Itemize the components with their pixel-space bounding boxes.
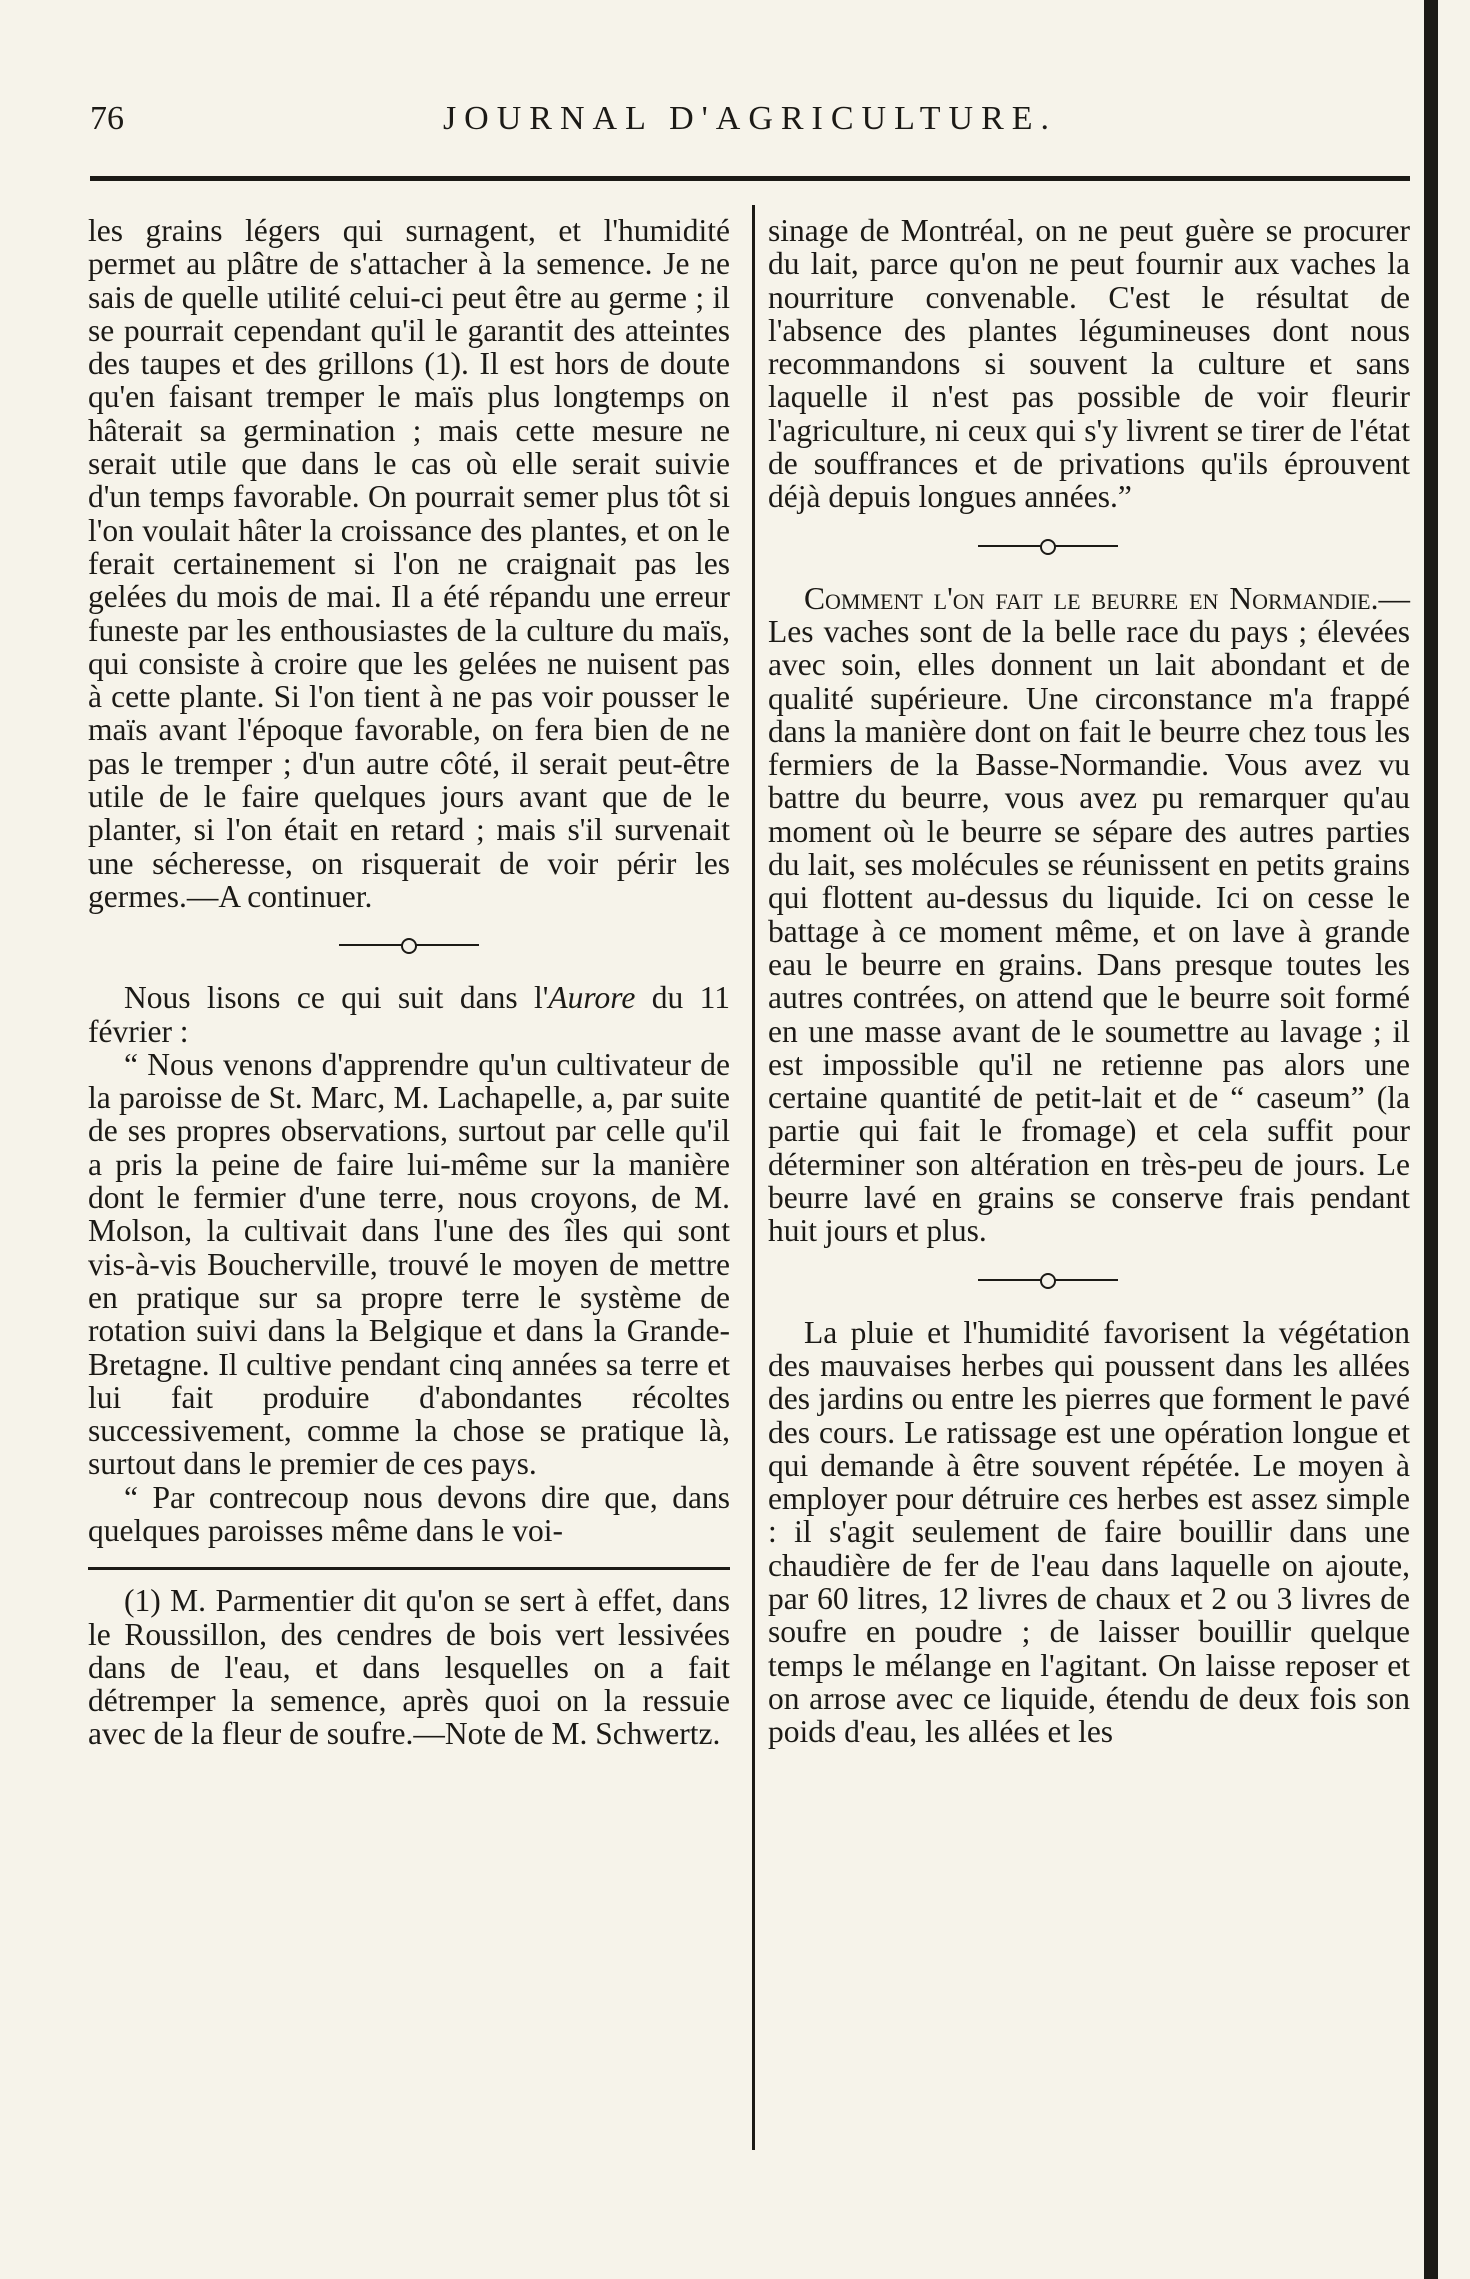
right-column [768,214,1410,1748]
section-separator [88,913,730,981]
footnote [88,1584,730,1750]
aurore-quote-end: sinage de Montréal, on ne peut guère se procurer du lait, parce qu'on ne peut fournir aux vaches la nourriture convenable. C'est le résultat de l'absence des plantes légumineuses dont nous recommandons si souvent la culture et sans laquelle il n'est pas possible de voir fleurir l'agriculture, ni ceux qui s'y livrent se tirer de l'état de souffrances et de privations qu'ils éprouvent déjà depuis longues années.” [768,213,1410,515]
weeds-article: La pluie et l'humidité favorisent la végétation des mauvaises herbes qui poussent dans les allées des jardins ou entre les pierres que forment le pavé des cours. Le ratissage est une opération longue et qui demande à être souvent répétée. Le moyen à employer pour détruire ces herbes est assez simple : il s'agit seulement de faire bouillir dans une chaudière de fer de l'eau dans laquelle on ajoute, par 60 litres, 12 livres de chaux et 2 ou 3 livres de soufre en poudre ; de laisser bouillir quelque temps le mélange en l'agitant. On laisse reposer et on arrose avec ce liquide, étendu de deux fois son poids d'eau, les allées et les [768,1314,1410,1750]
aurore-quote-paragraph: “ Nous venons d'apprendre qu'un cultivateur de la paroisse de St. Marc, M. Lachapelle, a, par suite de ses propres observations, surtout par celle qu'il a pris la peine de faire lui-même sur la manière dont le fermier d'une terre, nous croyons, de M. Molson, la cultivait dans l'une des îles qui sont vis-à-vis Boucherville, trouvé le moyen de mettre en pratique sur sa propre terre le système de rotation suivi dans la Belgique et dans la Grande-Bretagne. Il cultive pendant cinq années sa terre et lui fait produire d'abondantes récoltes successivement, comme la chose se pratique là, surtout dans le premier de ces pays. [88,1046,730,1482]
section-separator [768,514,1410,582]
running-title: JOURNAL D'AGRICULTURE. [442,100,1058,137]
page-number: 76 [90,100,124,137]
maize-article-continuation: les grains légers qui surnagent, et l'humidité permet au plâtre de s'attacher à la semence. Je ne sais de quelle utilité celui-ci peut être au germe ; il se pourrait cependant qu'il le garantit des atteintes des taupes et des grillons (1). Il est hors de doute qu'en faisant tremper le maïs plus longtemps on hâterait sa germination ; mais cette mesure ne serait utile que dans le cas où elle serait suivie d'un temps favorable. On pourrait semer plus tôt si l'on voulait hâter la croissance des plantes, et on le ferait certainement si l'on ne craignait pas les gelées du mois de mai. Il a été répandu une erreur funeste par les enthousiastes de la culture du maïs, qui consiste à croire que les gelées ne nuisent pas à cette plante. Si l'on tient à ne pas voir pousser le maïs avant l'époque favorable, on fera bien de ne pas le tremper ; d'un autre côté, il serait peut-être utile de le faire quelques jours avant que de le planter, si l'on était en retard ; mais s'il survenait une sécheresse, on risquerait de voir périr les germes.—A continuer. [88,213,730,914]
page-edge-bar [1424,0,1438,2279]
header-rule [90,176,1410,181]
left-column [88,214,730,1751]
aurore-title: Aurore [548,980,636,1016]
aurore-quote-continued: “ Par contrecoup nous devons dire que, dans quelques paroisses même dans le voi- [88,1479,730,1548]
section-separator [768,1248,1410,1316]
aurore-intro: Nous lisons ce qui suit dans l'Aurore du 11 février : [88,980,730,1049]
footnote-rule [88,1567,730,1570]
butter-article [768,582,1410,1248]
footnote-text: (1) M. Parmentier dit qu'on se sert à effet, dans le Roussillon, des cendres de bois vert lessivées dans de l'eau, et dans lesquelles on a fait détremper la semence, après quoi on la ressuie avec de la fleur de soufre.—Note de M. Schwertz. [88,1583,730,1752]
page-header [90,100,1410,150]
column-divider [752,205,755,2150]
butter-article-body: —Les vaches sont de la belle race du pays ; élevées avec soin, elles donnent un lait abondant et de qualité supérieure. Une circonstance m'a frappé dans la manière dont on fait le beurre chez tous les fermiers de la Basse-Normandie. Vous avez vu battre du beurre, vous avez pu remarquer qu'au moment où le beurre se sépare des autres parties du lait, ses molécules se réunissent en petits grains qui flottent au-dessus du liquide. Ici on cesse le battage à ce moment même, et on lave à grande eau le beurre en grains. Dans presque toutes les autres contrées, on attend que le beurre soit formé en une masse avant de le soumettre au lavage ; il est impossible qu'il ne retienne pas alors une certaine quantité de petit-lait et de “ caseum” (la partie qui fait le fromage) et cela suffit pour déterminer son altération en très-peu de jours. Le beurre lavé en grains se conserve frais pendant huit jours et plus. [768,580,1410,1249]
butter-article-heading: Comment l'on fait le beurre en Normandie. [804,580,1379,616]
